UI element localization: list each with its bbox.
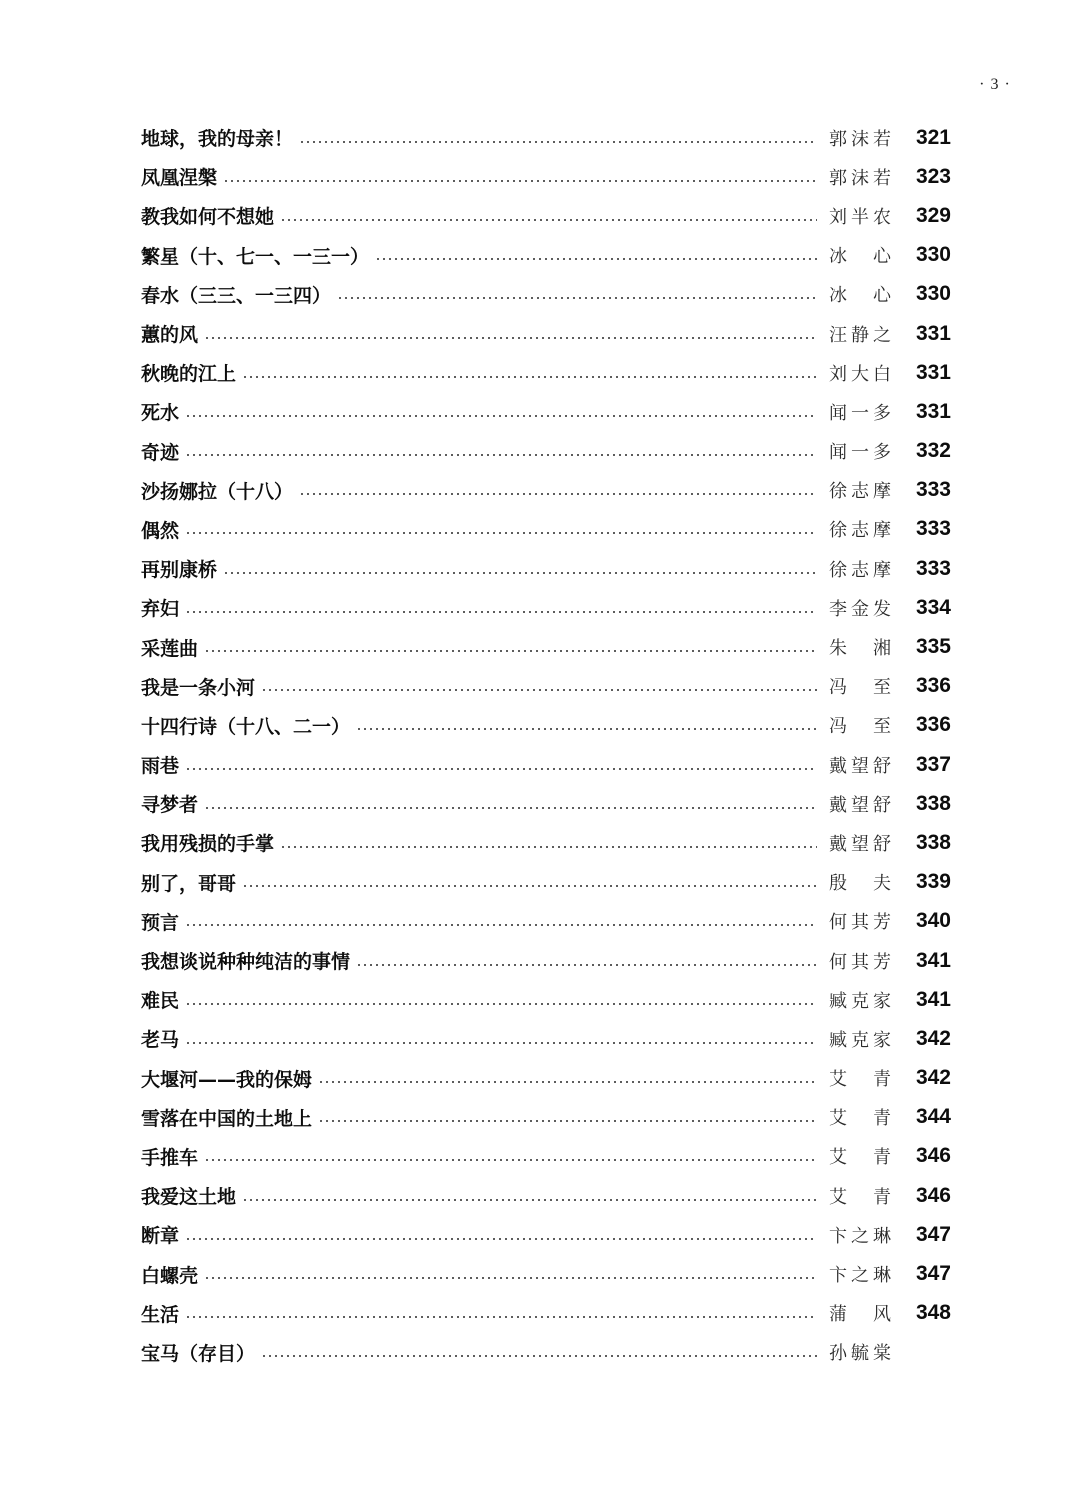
toc-entry-author: 何其芳 xyxy=(829,951,891,973)
toc-entry-page: 348 xyxy=(915,1301,951,1325)
dot-leader xyxy=(185,454,817,456)
toc-entry-page: 346 xyxy=(915,1144,951,1168)
toc-entry[interactable] xyxy=(141,902,951,941)
toc-entry-page: 331 xyxy=(915,399,951,423)
toc-entry-page: 334 xyxy=(915,595,951,619)
toc-entry-author: 冯 至 xyxy=(829,716,891,738)
dot-leader xyxy=(185,532,817,534)
toc-entry[interactable] xyxy=(141,432,951,471)
toc-entry[interactable] xyxy=(141,353,951,392)
toc-entry-author: 朱 湘 xyxy=(829,638,891,660)
toc-entry-author: 闻一多 xyxy=(829,402,891,424)
toc-entry[interactable] xyxy=(141,196,951,235)
toc-entry-author: 艾 青 xyxy=(829,1108,891,1130)
toc-entry[interactable] xyxy=(141,1098,951,1137)
dot-leader xyxy=(185,1042,817,1044)
dot-leader xyxy=(299,493,817,495)
dot-leader xyxy=(242,376,817,378)
toc-entry-page: 342 xyxy=(915,1066,951,1090)
page-number: · 3 · xyxy=(979,76,1011,93)
toc-entry-author: 孙毓棠 xyxy=(829,1343,891,1365)
toc-entry-author: 徐志摩 xyxy=(829,559,891,581)
toc-entry-title: 我想谈说种种纯洁的事情 xyxy=(141,951,351,974)
toc-entry-author: 冰 心 xyxy=(829,285,891,307)
dot-leader xyxy=(185,1003,817,1005)
toc-entry-page: 331 xyxy=(915,321,951,345)
toc-entry-title: 我用残损的手掌 xyxy=(141,833,275,856)
dot-leader xyxy=(242,1199,817,1201)
dot-leader xyxy=(204,1159,817,1161)
toc-entry[interactable] xyxy=(141,941,951,980)
toc-entry[interactable] xyxy=(141,1176,951,1215)
toc-entry-title: 地球，我的母亲！ xyxy=(141,128,294,151)
toc-entry[interactable] xyxy=(141,392,951,431)
toc-entry-page: 338 xyxy=(915,791,951,815)
toc-entry-author: 艾 青 xyxy=(829,1186,891,1208)
toc-entry[interactable] xyxy=(141,980,951,1019)
toc-entry[interactable] xyxy=(141,471,951,510)
toc-entry-author: 臧克家 xyxy=(829,990,891,1012)
toc-entry-title: 我是一条小河 xyxy=(141,676,256,699)
toc-entry[interactable] xyxy=(141,1333,951,1372)
toc-entry-title: 教我如何不想她 xyxy=(141,206,275,229)
toc-entry-title: 断章 xyxy=(141,1225,180,1248)
dot-leader xyxy=(185,1316,817,1318)
toc-entry-title: 再别康桥 xyxy=(141,559,218,582)
toc-entry-title: 宝马（存目） xyxy=(141,1342,256,1365)
toc-entry[interactable] xyxy=(141,1059,951,1098)
dot-leader xyxy=(185,1238,817,1240)
toc-entry[interactable] xyxy=(141,1294,951,1333)
toc-entry-page: 347 xyxy=(915,1262,951,1286)
dot-leader xyxy=(261,1355,817,1357)
toc-entry-title: 春水（三三、一三四） xyxy=(141,284,332,307)
dot-leader xyxy=(318,1120,817,1122)
toc-entry-author: 李金发 xyxy=(829,598,891,620)
dot-leader xyxy=(356,728,817,730)
toc-entry[interactable] xyxy=(141,118,951,157)
dot-leader xyxy=(242,885,817,887)
toc-entry-author: 徐志摩 xyxy=(829,520,891,542)
toc-entry-title: 寻梦者 xyxy=(141,794,199,817)
toc-entry-author: 艾 青 xyxy=(829,1147,891,1169)
toc-entry-title: 采莲曲 xyxy=(141,637,199,660)
toc-entry-title: 手推车 xyxy=(141,1146,199,1169)
dot-leader xyxy=(185,611,817,613)
toc-entry-title: 死水 xyxy=(141,402,180,425)
toc-entry-author: 蒲 风 xyxy=(829,1304,891,1326)
toc-entry[interactable] xyxy=(141,157,951,196)
toc-entry-page: 335 xyxy=(915,635,951,659)
toc-entry-page: 330 xyxy=(915,243,951,267)
toc-entry[interactable] xyxy=(141,549,951,588)
dot-leader xyxy=(261,689,817,691)
toc-entry-author: 徐志摩 xyxy=(829,481,891,503)
toc-entry[interactable] xyxy=(141,1137,951,1176)
toc-entry-author: 卞之琳 xyxy=(829,1265,891,1287)
toc-entry-author: 郭沫若 xyxy=(829,128,891,150)
toc-entry-title: 难民 xyxy=(141,990,180,1013)
toc-entry-title: 偶然 xyxy=(141,519,180,542)
dot-leader xyxy=(223,180,817,182)
toc-entry-author: 刘大白 xyxy=(829,363,891,385)
dot-leader xyxy=(204,337,817,339)
toc-entry-author: 戴望舒 xyxy=(829,794,891,816)
toc-entry[interactable] xyxy=(141,275,951,314)
toc-entry[interactable] xyxy=(141,823,951,862)
dot-leader xyxy=(337,297,817,299)
toc-entry-author: 郭沫若 xyxy=(829,167,891,189)
toc-entry-title: 我爱这土地 xyxy=(141,1186,237,1209)
toc-entry-title: 凤凰涅槃 xyxy=(141,167,218,190)
toc-entry-author: 戴望舒 xyxy=(829,755,891,777)
toc-entry[interactable] xyxy=(141,1019,951,1058)
dot-leader xyxy=(318,1081,817,1083)
toc-entry-author: 卞之琳 xyxy=(829,1225,891,1247)
toc-entry-title: 秋晚的江上 xyxy=(141,363,237,386)
toc-entry-page: 336 xyxy=(915,674,951,698)
toc-entry-title: 雪落在中国的土地上 xyxy=(141,1107,313,1130)
toc-entry-page: 337 xyxy=(915,752,951,776)
toc-entry-author: 臧克家 xyxy=(829,1029,891,1051)
dot-leader xyxy=(204,650,817,652)
toc-entry[interactable] xyxy=(141,863,951,902)
toc-entry-page: 323 xyxy=(915,164,951,188)
toc-entry-page: 339 xyxy=(915,870,951,894)
toc-entry-author: 戴望舒 xyxy=(829,833,891,855)
toc-entry-page: 347 xyxy=(915,1222,951,1246)
dot-leader xyxy=(375,258,817,260)
toc-entry-author: 刘半农 xyxy=(829,206,891,228)
dot-leader xyxy=(223,572,817,574)
toc-entry-author: 汪静之 xyxy=(829,324,891,346)
toc-entry[interactable] xyxy=(141,667,951,706)
toc-entry-page: 340 xyxy=(915,909,951,933)
dot-leader xyxy=(185,415,817,417)
toc-entry-page: 329 xyxy=(915,203,951,227)
toc-entry[interactable] xyxy=(141,588,951,627)
toc-entry-page: 331 xyxy=(915,360,951,384)
toc-entry-page: 333 xyxy=(915,478,951,502)
dot-leader xyxy=(185,768,817,770)
dot-leader xyxy=(299,141,817,143)
dot-leader xyxy=(204,807,817,809)
toc-entry-title: 奇迹 xyxy=(141,441,180,464)
dot-leader xyxy=(185,924,817,926)
toc-entry[interactable] xyxy=(141,510,951,549)
dot-leader xyxy=(204,1277,817,1279)
toc-entry-page: 341 xyxy=(915,948,951,972)
toc-entry-page: 338 xyxy=(915,830,951,854)
toc-entry-author: 殷 夫 xyxy=(829,873,891,895)
dot-leader xyxy=(280,219,817,221)
toc-entry[interactable] xyxy=(141,627,951,666)
toc-entry-author: 冰 心 xyxy=(829,246,891,268)
toc-entry-page: 336 xyxy=(915,713,951,737)
toc-entry-title: 雨巷 xyxy=(141,755,180,778)
toc-entry-page: 342 xyxy=(915,1026,951,1050)
toc-entry-page: 321 xyxy=(915,125,951,149)
dot-leader xyxy=(280,846,817,848)
toc-entry-author: 艾 青 xyxy=(829,1069,891,1091)
toc-entry-page: 330 xyxy=(915,282,951,306)
toc-entry[interactable] xyxy=(141,314,951,353)
toc-entry-page: 333 xyxy=(915,517,951,541)
toc-entry-title: 别了，哥哥 xyxy=(141,872,237,895)
toc-entry-page: 332 xyxy=(915,439,951,463)
toc-entry[interactable] xyxy=(141,1215,951,1254)
toc-entry[interactable] xyxy=(141,784,951,823)
toc-entry-author: 何其芳 xyxy=(829,912,891,934)
toc-entry-page: 341 xyxy=(915,987,951,1011)
toc-entry-author: 冯 至 xyxy=(829,677,891,699)
toc-entry-title: 生活 xyxy=(141,1303,180,1326)
toc-entry-page: 333 xyxy=(915,556,951,580)
table-of-contents xyxy=(141,118,951,1372)
toc-entry-title: 十四行诗（十八、二一） xyxy=(141,715,351,738)
toc-entry[interactable] xyxy=(141,745,951,784)
toc-entry-page: 346 xyxy=(915,1183,951,1207)
toc-entry-title: 沙扬娜拉（十八） xyxy=(141,480,294,503)
toc-entry-title: 弃妇 xyxy=(141,598,180,621)
toc-entry-title: 大堰河——我的保姆 xyxy=(141,1068,313,1091)
dot-leader xyxy=(356,964,817,966)
toc-entry[interactable] xyxy=(141,1254,951,1293)
toc-entry[interactable] xyxy=(141,236,951,275)
toc-entry-author: 闻一多 xyxy=(829,442,891,464)
toc-entry[interactable] xyxy=(141,706,951,745)
toc-entry-title: 白螺壳 xyxy=(141,1264,199,1287)
toc-entry-title: 蕙的风 xyxy=(141,324,199,347)
toc-entry-page: 344 xyxy=(915,1105,951,1129)
toc-entry-title: 预言 xyxy=(141,911,180,934)
toc-entry-title: 繁星（十、七一、一三一） xyxy=(141,245,370,268)
toc-entry-title: 老马 xyxy=(141,1029,180,1052)
